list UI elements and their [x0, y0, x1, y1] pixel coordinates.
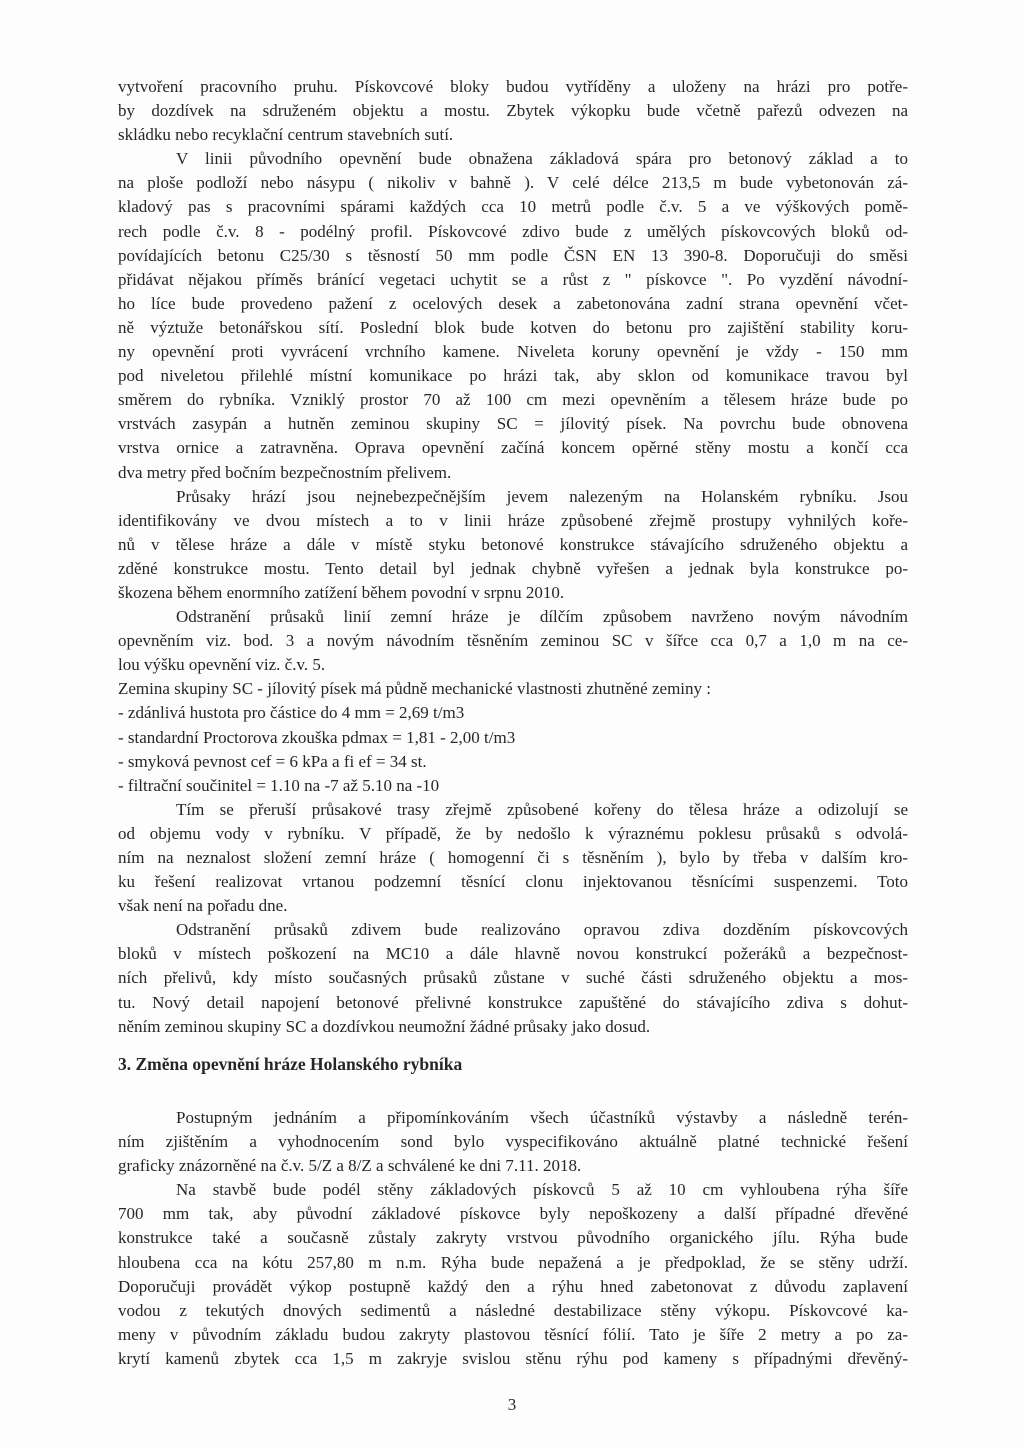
- text-line: ním na neznalost složení zemní hráze ( homogenní či s těsněním ), bylo by třeba v dalším kro-: [118, 848, 908, 867]
- text-line: něním zeminou skupiny SC a dozdívkou neumožní žádné průsaky jako dosud.: [118, 1016, 651, 1036]
- text-line: ku řešení realizovat vrtanou podzemní těsnící clonu injektovanou těsnícími suspenzemi. Toto: [118, 872, 908, 892]
- body-text-section-3: [118, 1106, 908, 1371]
- text-line: Odstranění průsaků linií zemní hráze je dílčím způsobem navrženo novým návodním: [176, 607, 908, 627]
- text-line: tu. Nový detail napojení betonové přelivné konstrukce zapuštěné do stávajícího zdiva s dohut-: [118, 992, 908, 1012]
- text-line: Na stavbě bude podél stěny základových pískovců 5 až 10 cm vyhloubena rýha šíře: [176, 1180, 908, 1200]
- text-line: lou výšku opevnění viz. č.v. 5.: [118, 655, 326, 675]
- text-line: 700 mm tak, aby původní základové pískovce byly nepoškozeny a další případné dřevěné: [118, 1204, 908, 1224]
- text-line: vytvoření pracovního pruhu. Pískovcové bloky budou vytříděny a uloženy na hrázi pro potře-: [118, 77, 908, 96]
- text-line: pod niveletou přilehlé místní komunikace po hrázi tak, aby sklon od komunikace travou byl: [118, 366, 908, 386]
- text-line: identifikovány ve dvou místech a to v linii hráze způsobené zřejmě prostupy vyhnilých koře-: [118, 510, 908, 530]
- text-line: bloků v místech poškození na MC10 a dále hlavně novou konstrukcí požeráků a bezpečnost-: [118, 944, 908, 964]
- text-line: hloubena cca na kótu 257,80 m n.m. Rýha bude nepažená a je předpoklad, že se stěny udrží.: [118, 1252, 908, 1272]
- text-line: nů v tělese hráze a dále v místě styku betonové konstrukce stávajícího sdruženého objektu a: [118, 534, 908, 554]
- text-line: konstrukce také a současně zůstaly zakryty vrstvou původního organického jílu. Rýha bude: [118, 1228, 908, 1248]
- text-line: vrstva ornice a zatravněna. Oprava opevnění začíná koncem opěrné stěny mostu a končí cca: [118, 438, 908, 458]
- text-line: skládku nebo recyklační centrum stavebních sutí.: [118, 125, 454, 145]
- text-line: vodou z tekutých dnových sedimentů a následné destabilizace stěny výkopu. Pískovcové ka-: [118, 1300, 908, 1320]
- text-line: škozena během enormního zatížení během povodní v srpnu 2010.: [118, 582, 565, 602]
- section-heading: 3. Změna opevnění hráze Holanského rybníka: [118, 1054, 463, 1074]
- text-line: dva metry před bočním bezpečnostním přelivem.: [118, 462, 452, 482]
- text-line: ně výztuže betonářskou sítí. Poslední blok bude kotven do betonu pro zajištění stability koru-: [118, 317, 908, 337]
- text-line: - filtrační součinitel = 1.10 na -7 až 5.10 na -10: [118, 775, 440, 795]
- text-line: kladový pas s pracovními spárami každých cca 10 metrů podle č.v. 5 a ve výškových pomě-: [118, 197, 908, 217]
- text-line: vrstvách zasypán a hutněn zeminou skupiny SC = jílovitý písek. Na povrchu bude obnovena: [118, 414, 908, 434]
- text-line: opevněním viz. bod. 3 a novým návodním těsněním zeminou SC v šířce cca 0,7 a 1,0 m na ce-: [118, 631, 908, 651]
- text-line: - smyková pevnost cef = 6 kPa a fi ef = 34 st.: [118, 751, 427, 771]
- text-line: ních přelivů, kdy místo současných průsaků zůstane v suché části sdruženého objektu a mos-: [118, 968, 908, 988]
- text-line: však není na pořadu dne.: [118, 896, 288, 916]
- text-line: směrem do rybníka. Vzniklý prostor 70 až 100 cm mezi opevněním a tělesem hráze bude po: [118, 390, 908, 410]
- text-line: přidávat nějakou příměs bránící vegetaci uchytit se a růst z " pískovce ". Po vyzdění návodní-: [118, 269, 908, 289]
- text-line: zděné konstrukce mostu. Tento detail byl jednak chybně vyřešen a jednak byla konstrukce po-: [118, 558, 908, 578]
- text-line: ho líce bude provedeno pažení z ocelových desek a zabetonována zadní strana opevnění včet-: [118, 293, 908, 313]
- text-line: Doporučuji provádět výkop postupně každý den a rýhu hned zabetonovat z důvodu zaplavení: [118, 1276, 908, 1296]
- text-line: V linii původního opevnění bude obnažena základová spára pro betonový základ a to: [176, 149, 908, 169]
- text-line: - zdánlivá hustota pro částice do 4 mm = 2,69 t/m3: [118, 703, 465, 723]
- text-line: Tím se přeruší průsakové trasy zřejmě způsobené kořeny do tělesa hráze a odizolují se: [176, 799, 908, 819]
- text-line: ním zjištěním a vyhodnocením sond bylo vyspecifikováno aktuálně platné technické řešení: [118, 1132, 908, 1152]
- page-number: 3: [507, 1395, 517, 1414]
- text-line: Odstranění průsaků zdivem bude realizováno opravou zdiva dozděním pískovcových: [176, 920, 908, 940]
- text-line: Zemina skupiny SC - jílovitý písek má půdně mechanické vlastnosti zhutněné zeminy :: [118, 679, 711, 699]
- text-line: graficky znázorněné na č.v. 5/Z a 8/Z a schválené ke dni 7.11. 2018.: [118, 1156, 582, 1176]
- text-line: ny opevnění proti vyvrácení vrchního kamene. Niveleta koruny opevnění je vždy - 150 mm: [118, 342, 908, 362]
- text-line: na ploše podloží nebo násypu ( nikoliv v bahně ). V celé délce 213,5 m bude vybetonován zá-: [118, 173, 908, 193]
- text-line: povídajících betonu C25/30 s těsností 50 mm podle ČSN EN 13 390-8. Doporučuji do směsi: [118, 245, 908, 265]
- text-line: - standardní Proctorova zkouška pdmax = 1,81 - 2,00 t/m3: [118, 727, 516, 747]
- text-line: Postupným jednáním a připomínkováním všech účastníků výstavby a následně terén-: [176, 1108, 908, 1127]
- text-line: od objemu vody v rybníku. V případě, že by nedošlo k výraznému poklesu průsaků s odvolá-: [118, 823, 908, 843]
- section-heading-block: [118, 1052, 908, 1076]
- text-line: meny v původním základu budou zakryty plastovou těsnící fólií. Tato je šíře 2 metry a po za-: [118, 1324, 908, 1344]
- text-line: Průsaky hrází jsou nejnebezpečnějším jevem nalezeným na Holanském rybníku. Jsou: [176, 486, 908, 506]
- text-line: rech podle č.v. 8 - podélný profil. Pískovcové zdivo bude z umělých pískovcových bloků od-: [118, 221, 908, 241]
- text-line: by dozdívek na sdruženém objektu a mostu. Zbytek výkopku bude včetně pařezů odvezen na: [118, 101, 908, 121]
- body-text-top: [118, 75, 908, 1039]
- text-line: krytí kamenů zbytek cca 1,5 m zakryje svislou stěnu rýhu pod kameny s případnými dřevěný-: [118, 1348, 908, 1368]
